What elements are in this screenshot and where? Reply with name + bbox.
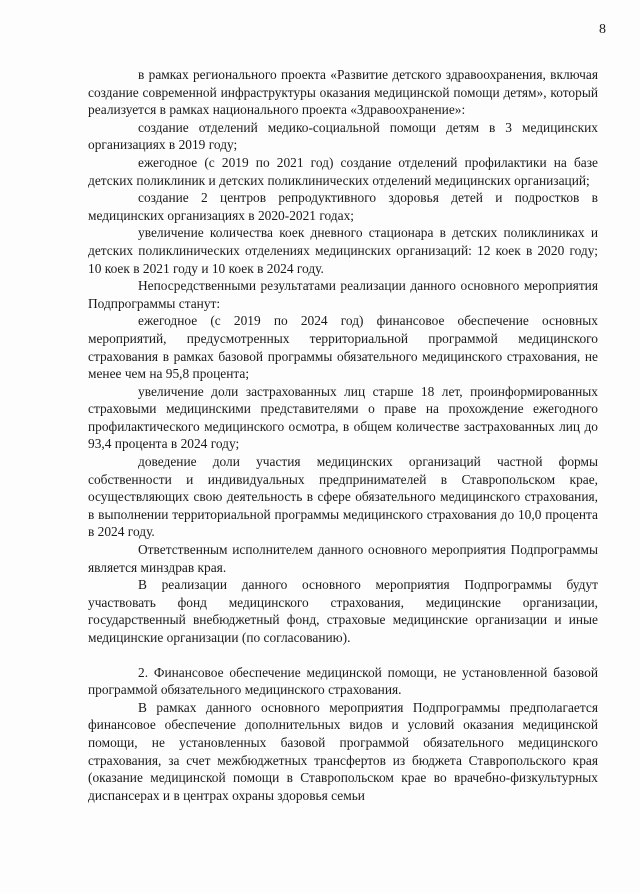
paragraph-3: ежегодное (с 2019 по 2021 год) создание отделений профилактики на базе детских поликлиник и детских поликлинических отделений медицинских организаций; bbox=[88, 154, 598, 188]
paragraph-9: доведение доли участия медицинских организаций частной формы собственности и индивидуальных предпринимателей в Ставропольском крае, осуществляющих свою деятельность в сфере обязательного медицинского страхования, в выполнении территориальной программы медицинского страхования до 10,0 процента в 2024 году. bbox=[88, 454, 598, 540]
paragraph-2: создание отделений медико-социальной помощи детям в 3 медицинских организациях в 2019 году; bbox=[88, 119, 598, 153]
page-number: 8 bbox=[599, 22, 606, 37]
section-heading-2: 2. Финансовое обеспечение медицинской помощи, не установленной базовой программой обязательного медицинского страхования. bbox=[88, 664, 598, 698]
paragraph-1: в рамках регионального проекта «Развитие детского здравоохранения, включая создание современной инфраструктуры оказания медицинской помощи детям», который реализуется в рамках национального проекта «Здравоохранение»: bbox=[88, 67, 598, 118]
paragraph-6: Непосредственными результатами реализации данного основного мероприятия Подпрограммы станут: bbox=[88, 278, 598, 311]
paragraph-13: В рамках данного основного мероприятия Подпрограммы предполагается финансовое обеспечение дополнительных видов и условий оказания медицинской помощи, не установленных базовой программой обязательного медицинского страхования, за счет межбюджетных трансфертов из бюджета Ставропольского края (оказание медицинской помощи в Ставропольском крае во врачебно-физкультурных диспансерах и в центрах охраны здоровья семьи bbox=[88, 699, 598, 803]
paragraph-8: увеличение доли застрахованных лиц старше 18 лет, проинформированных страховыми медицинскими представителями о праве на прохождение ежегодного профилактического медицинского осмотра, в общем количестве застрахованных лиц до 93,4 процента в 2024 году; bbox=[88, 383, 598, 452]
paragraph-5: увеличение количества коек дневного стационара в детских поликлиниках и детских поликлинических отделениях медицинских организаций: 12 коек в 2020 году; 10 коек в 2021 году и 10 коек в 2024 году. bbox=[88, 225, 598, 276]
document-body bbox=[88, 66, 598, 804]
paragraph-7: ежегодное (с 2019 по 2024 год) финансовое обеспечение основных мероприятий, предусмотренных территориальной программой медицинского страхования в рамках базовой программы обязательного медицинского страхования, не менее чем на 95,8 процента; bbox=[88, 313, 598, 382]
paragraph-11: В реализации данного основного мероприятия Подпрограммы будут участвовать фонд медицинского страхования, медицинские организации, государственный внебюджетный фонд, страховые медицинские организации и иные медицинские организации (по согласованию). bbox=[88, 577, 598, 645]
paragraph-10: Ответственным исполнителем данного основного мероприятия Подпрограммы является минздрав края. bbox=[88, 542, 598, 575]
paragraph-4: создание 2 центров репродуктивного здоровья детей и подростков в медицинских организациях в 2020-2021 годах; bbox=[88, 190, 598, 223]
